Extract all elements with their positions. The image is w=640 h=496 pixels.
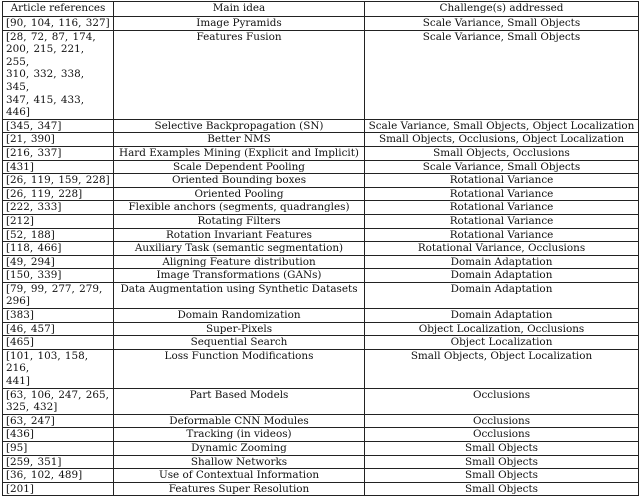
article-references-cell: [3, 242, 114, 256]
main-idea-cell: Image Transformations (GANs): [114, 269, 365, 283]
article-references-cell: [3, 282, 114, 308]
table-row: [3, 214, 639, 228]
method-table: [2, 1, 639, 496]
reference-line: [95]: [6, 442, 28, 454]
table-row: [3, 146, 639, 160]
challenge-cell: Small Objects, Occlusions: [365, 146, 639, 160]
article-references-cell: [3, 30, 114, 119]
reference-line: 296]: [6, 295, 30, 308]
challenge-cell: Scale Variance, Small Objects: [365, 160, 639, 174]
article-references-cell: [3, 255, 114, 269]
reference-line: [21, 390]: [6, 133, 55, 146]
table-row: [3, 322, 639, 336]
main-idea-cell: Oriented Bounding boxes: [114, 174, 365, 188]
article-references-cell: [3, 414, 114, 428]
article-references-cell: [3, 187, 114, 201]
reference-line: 310, 332, 338, 345,: [6, 68, 85, 93]
main-idea-cell: Part Based Models: [114, 388, 365, 414]
table-row: [3, 30, 639, 119]
article-references-cell: [3, 214, 114, 228]
challenge-cell: Scale Variance, Small Objects: [365, 17, 639, 31]
challenge-cell: Domain Adaptation: [365, 269, 639, 283]
article-references-cell: [3, 442, 114, 456]
article-references-cell: [3, 322, 114, 336]
table-row: [3, 388, 639, 414]
article-references-cell: [3, 309, 114, 323]
reference-line: [101, 103, 158, 216,: [6, 349, 89, 375]
main-idea-cell: Features Super Resolution: [114, 482, 365, 496]
article-references-cell: [3, 482, 114, 496]
header-row: [3, 2, 639, 17]
table-row: [3, 309, 639, 323]
main-idea-cell: Dynamic Zooming: [114, 442, 365, 456]
reference-line: [212]: [6, 214, 34, 227]
main-idea-cell: Shallow Networks: [114, 455, 365, 469]
table-row: [3, 482, 639, 496]
table-row: [3, 349, 639, 388]
table-row: [3, 428, 639, 442]
table-row: [3, 269, 639, 283]
reference-line: [150, 339]: [6, 269, 62, 282]
table-row: [3, 414, 639, 428]
table-row: [3, 133, 639, 147]
main-idea-cell: Auxiliary Task (semantic segmentation): [114, 242, 365, 256]
table-row: [3, 160, 639, 174]
article-references-cell: [3, 388, 114, 414]
main-idea-cell: Hard Examples Mining (Explicit and Implicit): [114, 146, 365, 160]
reference-line: [26, 119, 228]: [6, 187, 83, 200]
table-row: [3, 455, 639, 469]
challenge-cell: Rotational Variance, Occlusions: [365, 242, 639, 256]
challenge-cell: Occlusions: [365, 428, 639, 442]
reference-line: 200, 215, 221, 255,: [6, 43, 85, 68]
article-references-cell: [3, 349, 114, 388]
main-idea-cell: Sequential Search: [114, 336, 365, 350]
reference-line: [63, 106, 247, 265,: [6, 388, 109, 401]
main-idea-cell: Aligning Feature distribution: [114, 255, 365, 269]
challenge-cell: Occlusions: [365, 388, 639, 414]
table-row: [3, 187, 639, 201]
reference-line: 441]: [6, 375, 30, 388]
main-idea-cell: Rotating Filters: [114, 214, 365, 228]
header-article-references: Article references: [3, 2, 114, 17]
reference-line: [259, 351]: [6, 455, 62, 468]
reference-line: [431]: [6, 160, 34, 173]
reference-line: [49, 294]: [6, 255, 55, 268]
article-references-cell: [3, 17, 114, 31]
main-idea-cell: Flexible anchors (segments, quadrangles): [114, 201, 365, 215]
reference-line: [216, 337]: [6, 146, 62, 159]
challenge-cell: Domain Adaptation: [365, 255, 639, 269]
reference-line: [28, 72, 87, 174,: [6, 30, 96, 43]
main-idea-cell: Use of Contextual Information: [114, 469, 365, 483]
challenge-cell: Rotational Variance: [365, 174, 639, 188]
challenge-cell: Small Objects: [365, 482, 639, 496]
article-references-cell: [3, 269, 114, 283]
article-references-cell: [3, 146, 114, 160]
main-idea-cell: Tracking (in videos): [114, 428, 365, 442]
article-references-cell: [3, 469, 114, 483]
challenge-cell: Small Objects, Object Localization: [365, 349, 639, 388]
article-references-cell: [3, 119, 114, 133]
table-body: [3, 17, 639, 496]
reference-line: [26, 119, 159, 228]: [6, 174, 110, 187]
challenge-cell: Scale Variance, Small Objects, Object Localization: [365, 119, 639, 133]
article-references-cell: [3, 428, 114, 442]
table-row: [3, 201, 639, 215]
table-row: [3, 336, 639, 350]
main-idea-cell: Selective Backpropagation (SN): [114, 119, 365, 133]
main-idea-cell: Features Fusion: [114, 30, 365, 119]
table-row: [3, 282, 639, 308]
challenge-cell: Small Objects, Occlusions, Object Localization: [365, 133, 639, 147]
challenge-cell: Rotational Variance: [365, 214, 639, 228]
challenge-cell: Rotational Variance: [365, 187, 639, 201]
reference-line: [383]: [6, 309, 34, 322]
article-references-cell: [3, 174, 114, 188]
challenge-cell: Rotational Variance: [365, 228, 639, 242]
challenge-cell: Domain Adaptation: [365, 282, 639, 308]
main-idea-cell: Rotation Invariant Features: [114, 228, 365, 242]
table-row: [3, 442, 639, 456]
challenge-cell: Rotational Variance: [365, 201, 639, 215]
main-idea-cell: Domain Randomization: [114, 309, 365, 323]
reference-line: [222, 333]: [6, 201, 62, 214]
reference-line: 347, 415, 433, 446]: [6, 93, 85, 119]
table-row: [3, 242, 639, 256]
challenge-cell: Small Objects: [365, 469, 639, 483]
main-idea-cell: Better NMS: [114, 133, 365, 147]
article-references-cell: [3, 455, 114, 469]
table-row: [3, 119, 639, 133]
challenge-cell: Occlusions: [365, 414, 639, 428]
reference-line: [118, 466]: [6, 242, 62, 255]
main-idea-cell: Oriented Pooling: [114, 187, 365, 201]
header-challenges: Challenge(s) addressed: [365, 2, 639, 17]
main-idea-cell: Image Pyramids: [114, 17, 365, 31]
challenge-cell: Domain Adaptation: [365, 309, 639, 323]
main-idea-cell: Deformable CNN Modules: [114, 414, 365, 428]
reference-line: [345, 347]: [6, 119, 62, 132]
reference-line: [90, 104, 116, 327]: [6, 17, 110, 29]
reference-line: [79, 99, 277, 279,: [6, 282, 103, 295]
table-row: [3, 174, 639, 188]
article-references-cell: [3, 201, 114, 215]
reference-line: [436]: [6, 428, 34, 441]
challenge-cell: Small Objects: [365, 455, 639, 469]
main-idea-cell: Data Augmentation using Synthetic Datasets: [114, 282, 365, 308]
reference-line: [63, 247]: [6, 414, 55, 427]
main-idea-cell: Loss Function Modifications: [114, 349, 365, 388]
challenge-cell: Small Objects: [365, 442, 639, 456]
reference-line: 325, 432]: [6, 401, 58, 414]
reference-line: [52, 188]: [6, 228, 55, 241]
article-references-cell: [3, 228, 114, 242]
main-idea-cell: Super-Pixels: [114, 322, 365, 336]
challenge-cell: Object Localization: [365, 336, 639, 350]
reference-line: [465]: [6, 336, 34, 349]
article-references-cell: [3, 336, 114, 350]
table-row: [3, 255, 639, 269]
table-row: [3, 228, 639, 242]
challenge-cell: Object Localization, Occlusions: [365, 322, 639, 336]
challenge-cell: Scale Variance, Small Objects: [365, 30, 639, 119]
header-main-idea: Main idea: [114, 2, 365, 17]
table-row: [3, 17, 639, 31]
reference-line: [201]: [6, 482, 34, 495]
article-references-cell: [3, 133, 114, 147]
table-row: [3, 469, 639, 483]
main-idea-cell: Scale Dependent Pooling: [114, 160, 365, 174]
reference-line: [36, 102, 489]: [6, 469, 83, 482]
article-references-cell: [3, 160, 114, 174]
reference-line: [46, 457]: [6, 322, 55, 335]
